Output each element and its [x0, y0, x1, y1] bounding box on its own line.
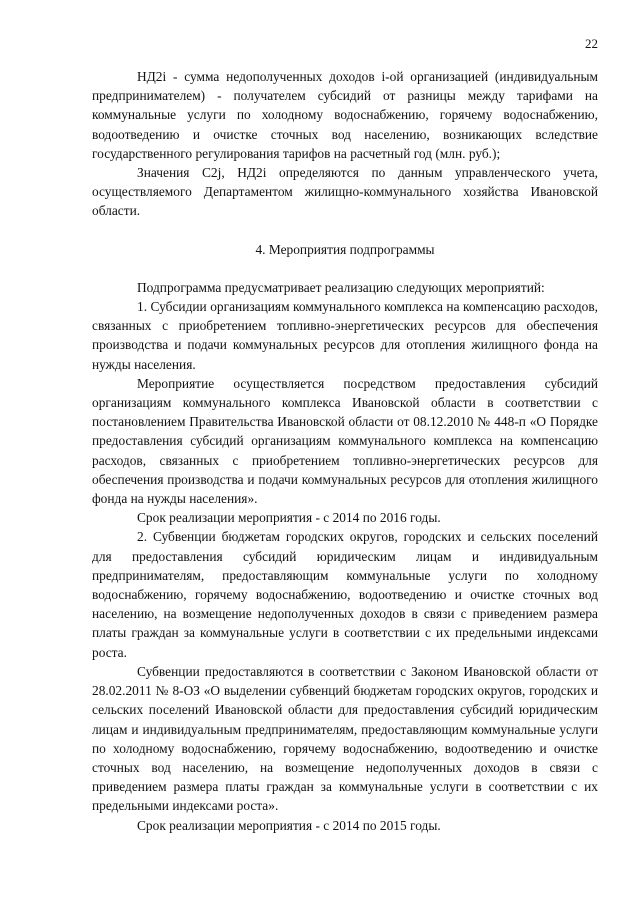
paragraph-measure-2: 2. Субвенции бюджетам городских округов, городских и сельских поселений для предоставления субсидий юридическим лицам и индивидуальным предпринимателям, предоставляющим коммунальные услуги по холодному водоснабжению, горячему водоснабжению, водоотведению и очистке сточных вод населению, на возмещение недополученных доходов в связи с приведением размера платы граждан за коммунальные услуги в соответствии с их предельными индексами роста.: [92, 529, 598, 660]
paragraph-values-source: Значения С2j, НД2i определяются по данным управленческого учета, осуществляемого Департаментом жилищно-коммунального хозяйства Ивановской области.: [92, 165, 598, 219]
paragraph-measure-2-term: Срок реализации мероприятия - с 2014 по 2015 годы.: [137, 817, 441, 833]
paragraph-measure-1-term: Срок реализации мероприятия - с 2014 по 2016 годы.: [137, 510, 441, 526]
paragraph-nd2i-definition: НД2i - сумма недополученных доходов i-ой организацией (индивидуальным предпринимателем) - получателем субсидий от разницы между тарифами на коммунальные услуги по холодному водоснабжению, горячему водоснабжению, водоотведению и очистке сточных вод населению, возникающих вследствие государственного регулирования тарифов на расчетный год (млн. руб.);: [92, 69, 598, 161]
paragraph-measure-1-basis: Мероприятие осуществляется посредством предоставления субсидий организациям коммунального комплекса Ивановской области в соответствии с постановлением Правительства Ивановской области от 08.12.2010 № 448-п «О Порядке предоставления субсидий организациям коммунального комплекса на компенсацию расходов, связанных с приобретением топливно-энергетических ресурсов для обеспечения производства и подачи коммунальных ресурсов для отопления жилищного фонда на нужды населения».: [92, 375, 598, 507]
section-title: 4. Мероприятия подпрограммы: [255, 241, 435, 257]
page-number: 22: [585, 36, 598, 51]
paragraph-measure-1: 1. Субсидии организациям коммунального комплекса на компенсацию расходов, связанных с приобретением топливно-энергетических ресурсов для обеспечения производства и подачи коммунальных ресурсов для отопления жилищного фонда на нужды населения.: [92, 299, 598, 372]
paragraph-measure-2-basis: Субвенции предоставляются в соответствии с Законом Ивановской области от 28.02.2011 № 8-ОЗ «О выделении субвенций бюджетам городских округов, городских и сельских поселений Ивановской области для предоставления субсидий юридическим лицам и индивидуальным предпринимателям, предоставляющим коммунальные услуги по холодному водоснабжению, горячему водоснабжению, водоотведению и очистке сточных вод населению, на возмещение недополученных доходов в связи с приведением размера платы граждан за коммунальные услуги в соответствии с их предельными индексами роста».: [92, 663, 598, 814]
text-content: [92, 67, 598, 835]
paragraph-subprogram-intro: Подпрограмма предусматривает реализацию следующих мероприятий:: [137, 279, 545, 295]
